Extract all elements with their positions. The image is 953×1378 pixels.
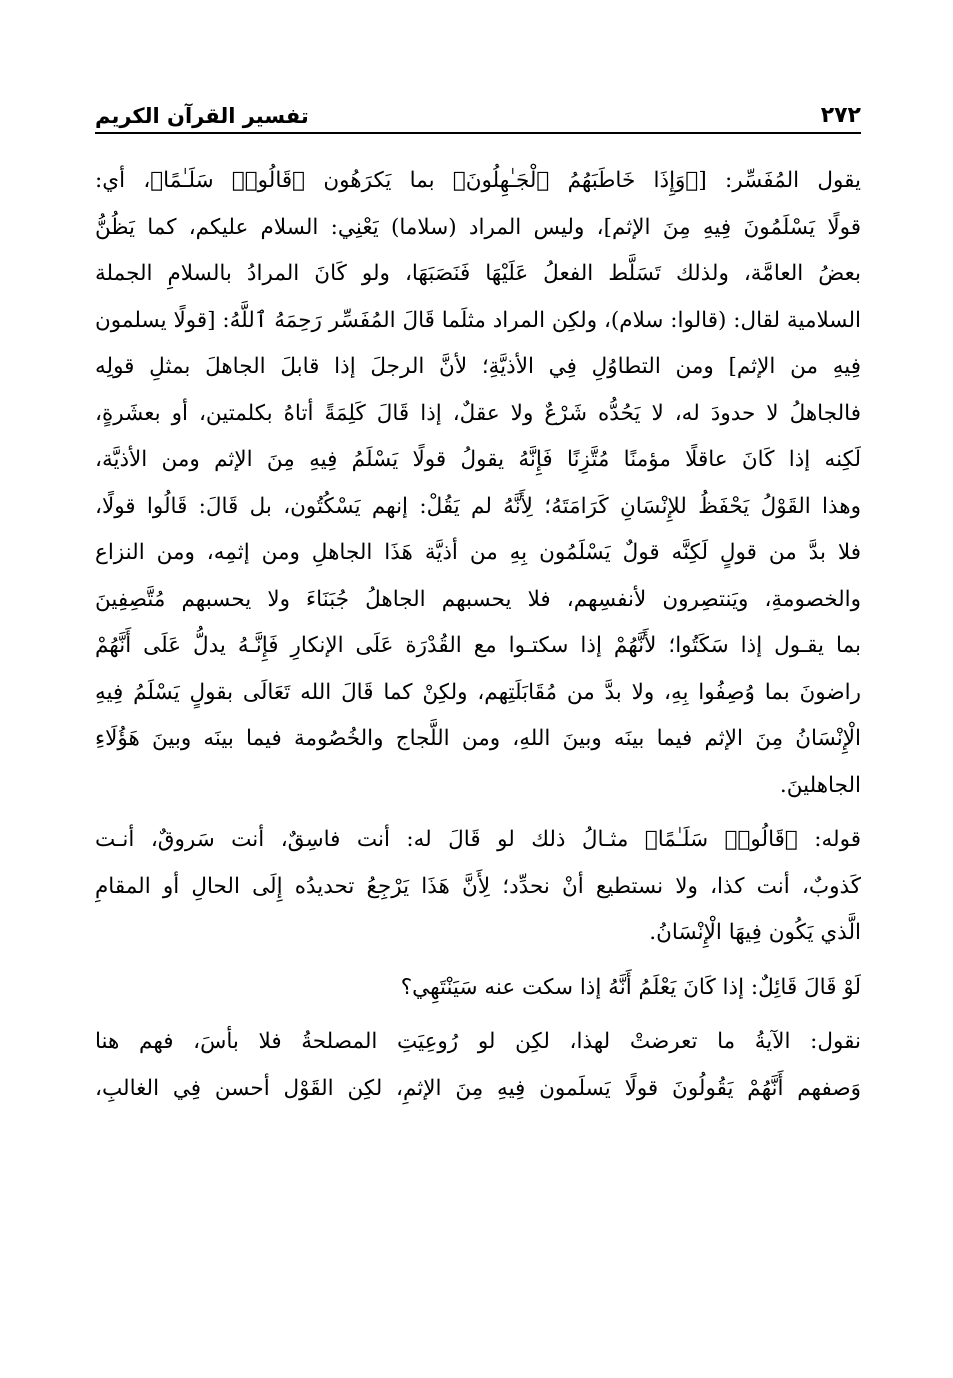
paragraph-4 bbox=[95, 1019, 861, 1112]
text-line: لَوْ قَالَ قَائِلٌ: إذا كَانَ يَعْلَمُ أَنَّهُ إذا سكت عنه سَيَنْتَهِي؟ bbox=[400, 974, 861, 1000]
text-line: وَصفهم أَنَّهُمْ يَقُولُونَ قولًا يَسلَمون فِيهِ مِنَ الإثمِ، لكِن القَوْل أحسن فِي الغالبِ، bbox=[95, 1075, 861, 1101]
text-line: يقول المُفَسِّر: [﴿وَإِذَا خَاطَبَهُمُ ٱلْجَـٰهِلُونَ﴾ بما يَكرَهُون ﴿قَالُوا۟ سَلَـٰمًا﴾، أي: bbox=[95, 168, 861, 193]
text-line: والخصومةِ، ويَنتصِرون لأنفسِهم، فلا يحسبهم الجاهلُ جُبَنَاءَ ولا يحسبهم مُتَّصِفِينَ bbox=[95, 586, 861, 612]
page-number: ٢٧٢ bbox=[820, 103, 861, 128]
text-line: لَكِنه إذا كَانَ عاقلًا مؤمنًا مُتَّزِنًا فَإِنَّهُ يقولُ قولًا يَسْلَمُ فِيهِ مِنَ الإثم ومن الأذيَّة، bbox=[95, 447, 861, 472]
text-line: نقول: الآيةُ ما تعرضتْ لهذا، لكِن لو رُوعِيَتِ المصلحةُ فلا بأسَ، فهم هنا bbox=[95, 1029, 861, 1054]
text-line: وهذا القَوْلُ يَحْفَظُ للإِنْسَانِ كَرَامَتَهُ؛ لِأَنَّهُ لم يَقُلْ: إنهم يَسْكُتُون، بل قَالَ: قَالُوا قولًا، bbox=[95, 493, 861, 519]
text-line: راضونَ بما وُصِفُوا بِهِ، ولا بدَّ من مُقَابَلَتِهم، ولكِنْ كما قَالَ الله تَعَالَى بقولٍ يَسْلَمُ فِيهِ bbox=[95, 679, 861, 705]
text-line: الَّذي يَكُون فِيهَا الْإِنْسَانُ. bbox=[649, 920, 861, 945]
text-line: فالجاهلُ لا حدودَ له، لا يَحُدُّه شَرْعٌ ولا عقلٌ، إذا قَالَ كَلِمَةً أتاهُ بكلمتين، أو بعشَرةٍ، bbox=[95, 400, 861, 426]
text-line: بما يقـول إذا سَكَتُوا؛ لأَنَّهُمْ إذا سكتـوا مع القُدْرَة عَلَى الإنكارِ فَإِنَّـهُ يدلُّ عَلَى أَنَّهُمْ bbox=[95, 633, 861, 658]
page-body bbox=[95, 158, 861, 1112]
paragraph-gap bbox=[95, 1011, 861, 1019]
paragraph-gap bbox=[95, 957, 861, 965]
text-line: الْإِنْسَانُ مِنَ الإثم فيما بينَه وبينَ اللهِ، ومن اللَّجاج والخُصُومة فيما بينَه وبينَ هَؤُلَاءِ bbox=[95, 726, 861, 751]
paragraph-2 bbox=[95, 817, 861, 957]
page-header bbox=[95, 92, 861, 134]
text-line: فلا بدَّ من قولٍ لَكِنَّه قولٌ يَسْلَمُون بِهِ من أذيَّة هَذَا الجاهلِ ومن إثمِه، ومن النزاع bbox=[95, 540, 861, 565]
text-line: قوله: ﴿قَالُوا۟ سَلَـٰمًا﴾ مثـالُ ذلك لو قَالَ له: أنت فاسِقٌ، أنت سَروقٌ، أنـت bbox=[95, 827, 861, 852]
text-line: قولًا يَسْلَمُونَ فِيهِ مِنَ الإثم]، وليس المراد (سلاما) يَعْنِي: السلام عليكم، كما يَظُنُّ bbox=[95, 214, 861, 240]
running-title: تفسير القرآن الكريم bbox=[95, 104, 309, 128]
paragraph-3 bbox=[95, 965, 861, 1012]
paragraph-1 bbox=[95, 158, 861, 809]
text-line: كَذوبٌ، أنت كذا، ولا نستطيع أنْ نحدِّد؛ لِأَنَّ هَذَا يَرْجِعُ تحديدُه إِلَى الحالِ أو المقامِ bbox=[95, 873, 861, 899]
text-line: الجاهلينَ. bbox=[779, 772, 861, 798]
text-line: فِيهِ من الإثم] ومن التطاوُلِ فِي الأذيَّةِ؛ لأنَّ الرجلَ إذا قابلَ الجاهلَ بمثلِ قولِه bbox=[95, 354, 861, 379]
paragraph-gap bbox=[95, 809, 861, 817]
text-line: بعضُ العامَّة، ولذلك تَسَلَّط الفعلُ عَلَيْهَا فَنَصَبَهَا، ولو كَانَ المرادُ بالسلامِ الجملة bbox=[95, 261, 861, 286]
text-line: السلامية لقال: (قالوا: سلام)، ولكِن المراد مثلَما قَالَ المُفَسِّر رَحِمَهُ ٱللَّهُ: [قولًا يسلمون bbox=[95, 307, 861, 333]
